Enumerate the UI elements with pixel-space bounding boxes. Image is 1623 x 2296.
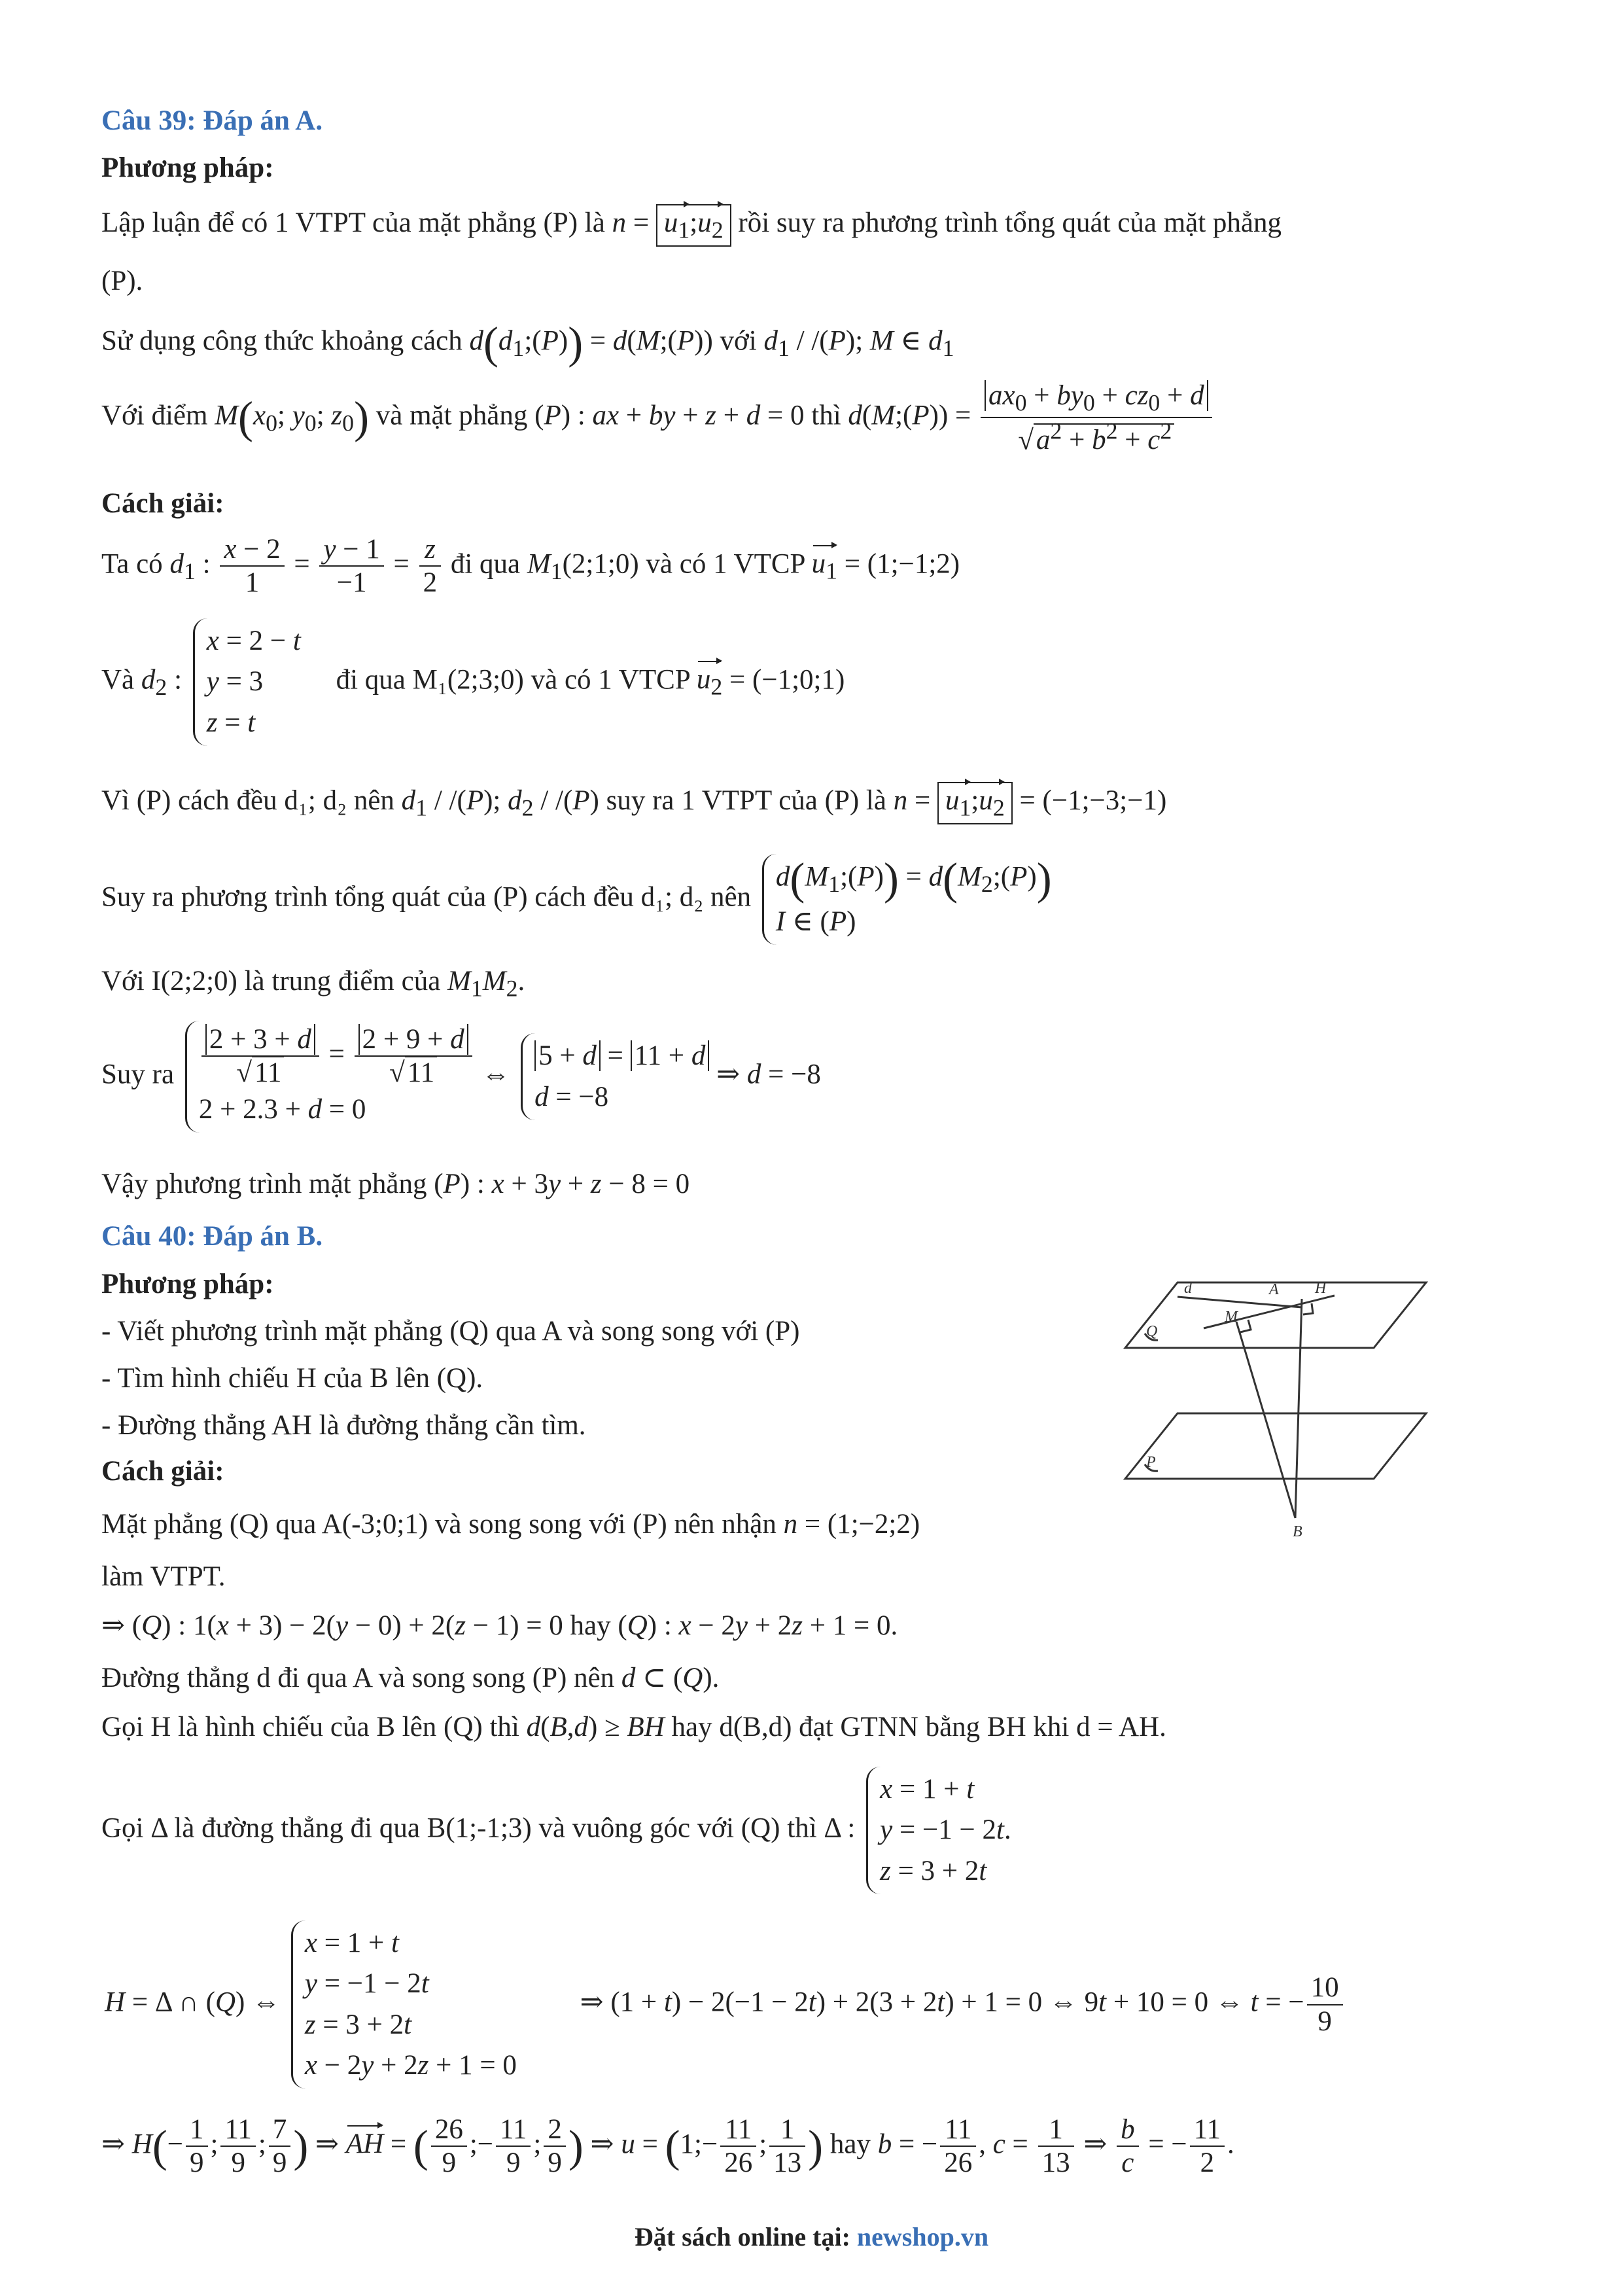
- q39-method-line2: Sử dụng công thức khoảng cách $d(d_1;(P))$ = d(M;(P)) với $d_1 / /(P)$; M ∈ $d_1$: [101, 318, 954, 368]
- q39-method-line3: Với điểm $M(x_0$; $y_0$; $z_0$) và mặt phẳng (P) : ax + by + z + d = 0 thì d(M;(P)) = $\frac{ax_0 + by_0 + cz_0 + d}{√a^2 + b^2 + c^2}$: [101, 380, 1215, 457]
- q40-method-label: Phương pháp:: [101, 1269, 274, 1299]
- q39-solution-d1: Ta có $d_1$ : $\frac{x - 2}{1}$ = $\frac{y - 1}{-1}$ = $\frac{z}{2}$ đi qua $M_1(2;1;0)$ và có 1 VTCP $u_1$ = (1;−1;2): [101, 534, 960, 599]
- right-angle-h: [1303, 1303, 1313, 1315]
- q39-solution-normal: Vì (P) cách đều d₁; d₂ nên $d_1 / /(P)$; $d_2 / /(P)$ suy ra 1 VTPT của (P) là $n = u_1;u_2$ = (−1;−3;−1): [101, 782, 1166, 824]
- q39-method-line1b: (P).: [101, 266, 143, 296]
- q40-solution-line-d: Đường thẳng d đi qua A và song song (P) nên d ⊂ (Q).: [101, 1663, 720, 1693]
- q40-solution-projection: Gọi H là hình chiếu của B lên (Q) thì d(B,d) ≥ BH hay d(B,d) đạt GTNN bằng BH khi d = AH.: [101, 1712, 1166, 1742]
- label-m: M: [1225, 1309, 1238, 1326]
- geometry-figure: [1086, 1256, 1452, 1544]
- q40-method-line2: - Tìm hình chiếu H của B lên (Q).: [101, 1363, 483, 1394]
- q39-solution-d2: Và $d_2$ : x = 2 − t y = 3 z = t đi qua M₁(2;3;0) và có 1 VTCP $u_2$ = (−1;0;1): [101, 618, 845, 746]
- q39-title: Câu 39: Đáp án A.: [101, 105, 323, 136]
- q40-solution-plane-q: Mặt phẳng (Q) qua A(-3;0;1) và song song với (P) nên nhận n = (1;−2;2): [101, 1509, 920, 1540]
- plane-p: [1125, 1413, 1426, 1479]
- q40-solution-intersection: H = Δ ∩ (Q) ⇔ x = 1 + t y = −1 − 2t z = 3 + 2t x − 2y + 2z + 1 = 0 ⇒ (1 + t) − 2(−1 − 2t) + 2(3 + 2t) + 1 = 0 ⇔ 9t + 10 = 0 ⇔ t = − $\frac{10}{9}$: [105, 1920, 1346, 2089]
- q39-solution-label: Cách giải:: [101, 488, 224, 519]
- q39-method-label: Phương pháp:: [101, 152, 274, 183]
- line-d: [1178, 1297, 1302, 1307]
- label-h: H: [1315, 1280, 1327, 1297]
- right-angle-m: [1240, 1320, 1251, 1332]
- q39-conclusion: Vậy phương trình mặt phẳng (P) : x + 3y + z − 8 = 0: [101, 1169, 690, 1199]
- q39-solution-midpoint: Với I(2;2;0) là trung điểm của $M_1M_2$.: [101, 966, 525, 1002]
- q40-solution-label: Cách giải:: [101, 1456, 224, 1487]
- q40-solution-delta: Gọi Δ là đường thẳng đi qua B(1;-1;3) và vuông góc với (Q) thì Δ : x = 1 + t y = −1 − 2t. z = 3 + 2t: [101, 1767, 1011, 1894]
- footer-prefix: Đặt sách online tại:: [634, 2222, 857, 2252]
- label-a: A: [1269, 1281, 1279, 1298]
- q39-solution-system: Suy ra $\frac{2 + 3 + d}{√11}$ = $\frac{2 + 9 + d}{√11}$ 2 + 2.3 + d = 0 ⇔ 5 + d = 11 + d d = −8 ⇒ d = −8: [101, 1021, 821, 1133]
- segment-hb: [1295, 1299, 1302, 1518]
- footer-site-link[interactable]: newshop.vn: [856, 2222, 989, 2252]
- q40-method-line3: - Đường thẳng AH là đường thẳng cần tìm.: [101, 1410, 586, 1441]
- label-q: Q: [1146, 1323, 1158, 1340]
- q40-title: Câu 40: Đáp án B.: [101, 1221, 323, 1252]
- label-d: d: [1184, 1280, 1192, 1297]
- label-b: B: [1293, 1523, 1302, 1540]
- q40-method-line1: - Viết phương trình mặt phẳng (Q) qua A và song song với (P): [101, 1316, 800, 1347]
- q39-method-line1: Lập luận để có 1 VTPT của mặt phẳng (P) là $n = u_1;u_2$ rồi suy ra phương trình tổng quát của mặt phẳng: [101, 204, 1282, 247]
- q40-solution-q-equation: ⇒ (Q) : 1(x + 3) − 2(y − 0) + 2(z − 1) = 0 hay (Q) : x − 2y + 2z + 1 = 0.: [101, 1610, 898, 1641]
- q40-solution-result: ⇒ H(− $\frac{1}{9}$ ; $\frac{11}{9}$ ; $\frac{7}{9}$ ) ⇒ AH = ( $\frac{26}{9}$ ;− $\frac{11}{9}$ ; $\frac{2}{9}$ ) ⇒ u = (1;− $\frac{11}{26}$ ; $\frac{1}{13}$ ) hay b = − $\frac{11}{26}$ , c = $\frac{1}{13}$ ⇒ $\frac{b}{c}$ = − $\frac{11}{2}$ .: [101, 2114, 1234, 2179]
- footer: [0, 2221, 1623, 2252]
- label-p: P: [1146, 1454, 1156, 1471]
- q39-solution-equidistant: Suy ra phương trình tổng quát của (P) cách đều d₁; d₂ nên $d(M_1;(P))$ = $d(M_2;(P))$ I ∈ (P): [101, 854, 1052, 945]
- q40-solution-vtpt: làm VTPT.: [101, 1561, 226, 1592]
- segment-mb: [1236, 1322, 1295, 1518]
